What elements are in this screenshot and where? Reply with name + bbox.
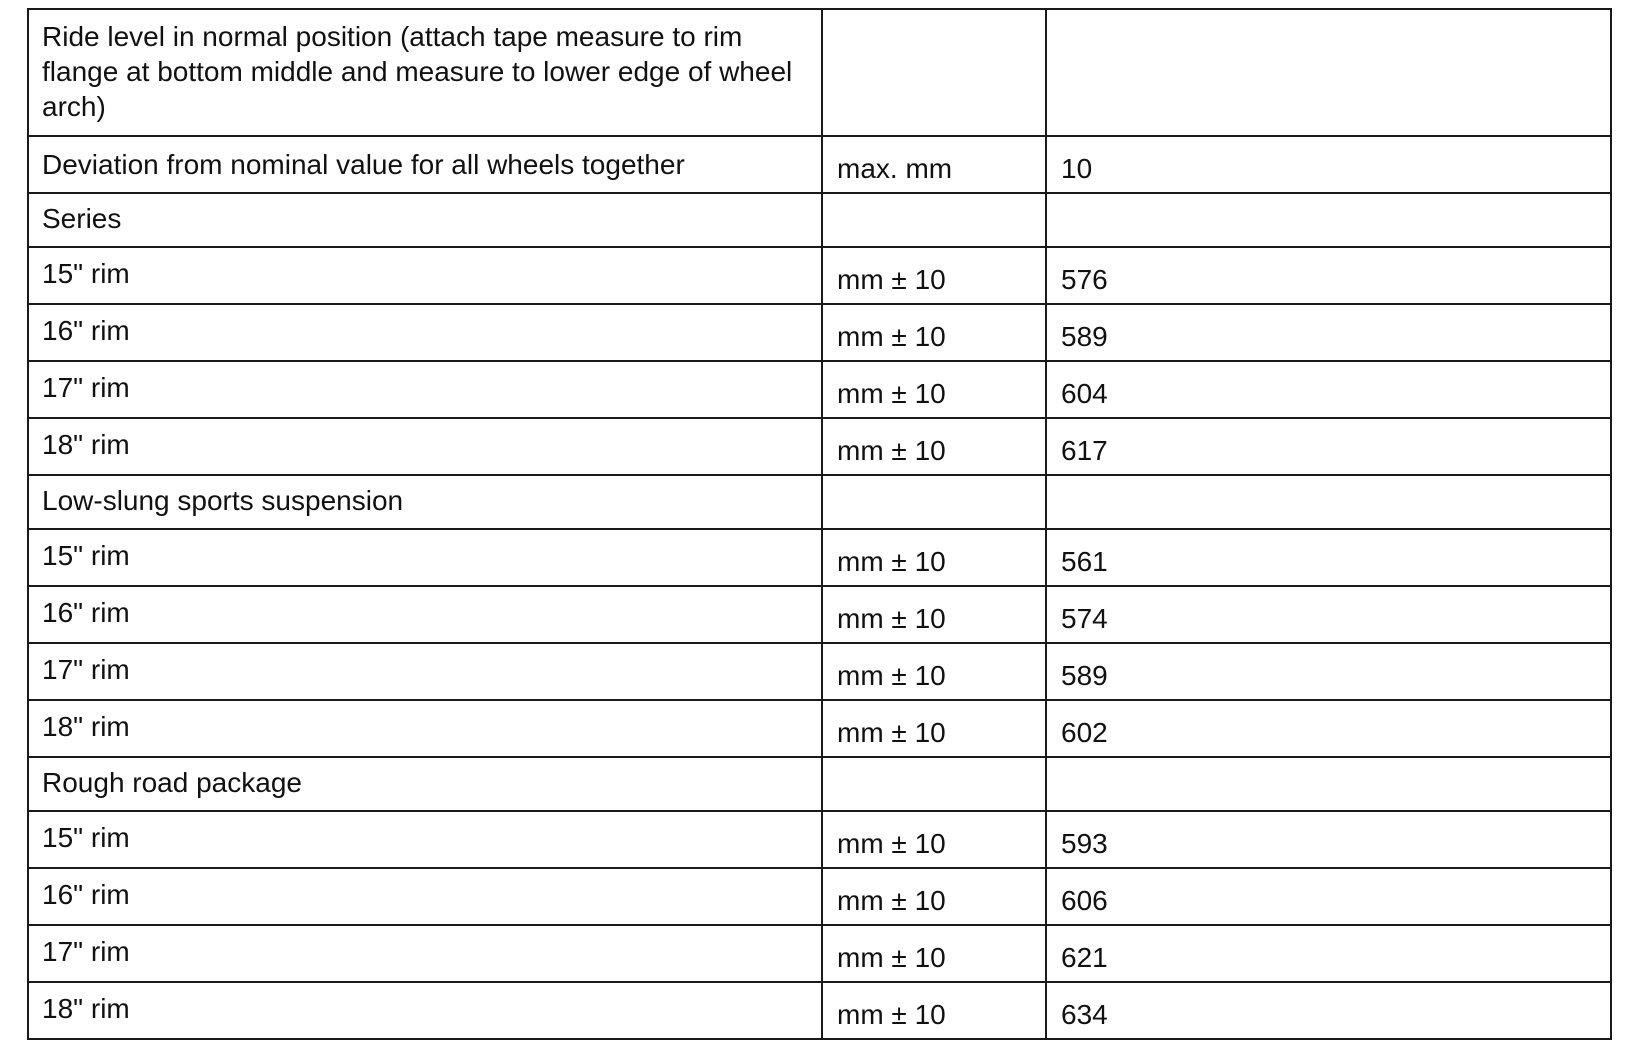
rim-size: 18" rim	[28, 418, 822, 475]
table-row	[28, 868, 1611, 925]
rim-size: 17" rim	[28, 643, 822, 700]
table-row	[28, 586, 1611, 643]
group-header-row-series	[28, 193, 1611, 247]
ride-height-value: 617	[1046, 418, 1611, 475]
ride-height-value: 561	[1046, 529, 1611, 586]
ride-height-value: 576	[1046, 247, 1611, 304]
table-row	[28, 643, 1611, 700]
rim-size: 16" rim	[28, 304, 822, 361]
group-header-row-rough-road	[28, 757, 1611, 811]
deviation-row	[28, 136, 1611, 193]
table-row	[28, 700, 1611, 757]
tolerance-unit: mm ± 10	[822, 304, 1046, 361]
ride-height-value: 606	[1046, 868, 1611, 925]
table-row	[28, 361, 1611, 418]
tolerance-unit: mm ± 10	[822, 700, 1046, 757]
ride-level-description: Ride level in normal position (attach tape measure to rim flange at bottom middle and measure to lower edge of wheel arch)	[28, 9, 822, 136]
table-row	[28, 925, 1611, 982]
header-unit-cell	[822, 9, 1046, 136]
tolerance-unit: mm ± 10	[822, 643, 1046, 700]
group-unit-cell	[822, 193, 1046, 247]
tolerance-unit: mm ± 10	[822, 868, 1046, 925]
table-row	[28, 247, 1611, 304]
rim-size: 15" rim	[28, 529, 822, 586]
ride-height-value: 604	[1046, 361, 1611, 418]
table-row	[28, 304, 1611, 361]
group-value-cell	[1046, 193, 1611, 247]
rim-size: 18" rim	[28, 700, 822, 757]
ride-height-value: 589	[1046, 643, 1611, 700]
table-row	[28, 529, 1611, 586]
group-value-cell	[1046, 757, 1611, 811]
group-title: Series	[28, 193, 822, 247]
rim-size: 18" rim	[28, 982, 822, 1039]
rim-size: 16" rim	[28, 586, 822, 643]
rim-size: 17" rim	[28, 925, 822, 982]
tolerance-unit: mm ± 10	[822, 586, 1046, 643]
ride-height-value: 574	[1046, 586, 1611, 643]
group-title: Rough road package	[28, 757, 822, 811]
tolerance-unit: mm ± 10	[822, 925, 1046, 982]
ride-height-value: 621	[1046, 925, 1611, 982]
group-unit-cell	[822, 757, 1046, 811]
group-value-cell	[1046, 475, 1611, 529]
ride-height-value: 602	[1046, 700, 1611, 757]
spec-table-body	[28, 9, 1611, 1039]
tolerance-unit: mm ± 10	[822, 247, 1046, 304]
group-header-row-low-slung	[28, 475, 1611, 529]
deviation-label: Deviation from nominal value for all wheels together	[28, 136, 822, 193]
ride-height-value: 593	[1046, 811, 1611, 868]
deviation-value: 10	[1046, 136, 1611, 193]
table-row	[28, 982, 1611, 1039]
tolerance-unit: mm ± 10	[822, 811, 1046, 868]
table-row	[28, 811, 1611, 868]
rim-size: 17" rim	[28, 361, 822, 418]
group-unit-cell	[822, 475, 1046, 529]
ride-height-value: 589	[1046, 304, 1611, 361]
ride-height-value: 634	[1046, 982, 1611, 1039]
ride-level-spec-table	[27, 8, 1612, 1040]
rim-size: 16" rim	[28, 868, 822, 925]
ride-level-header-row	[28, 9, 1611, 136]
tolerance-unit: mm ± 10	[822, 982, 1046, 1039]
group-title: Low-slung sports suspension	[28, 475, 822, 529]
tolerance-unit: mm ± 10	[822, 529, 1046, 586]
tolerance-unit: mm ± 10	[822, 418, 1046, 475]
deviation-unit: max. mm	[822, 136, 1046, 193]
header-value-cell	[1046, 9, 1611, 136]
table-row	[28, 418, 1611, 475]
rim-size: 15" rim	[28, 811, 822, 868]
tolerance-unit: mm ± 10	[822, 361, 1046, 418]
rim-size: 15" rim	[28, 247, 822, 304]
